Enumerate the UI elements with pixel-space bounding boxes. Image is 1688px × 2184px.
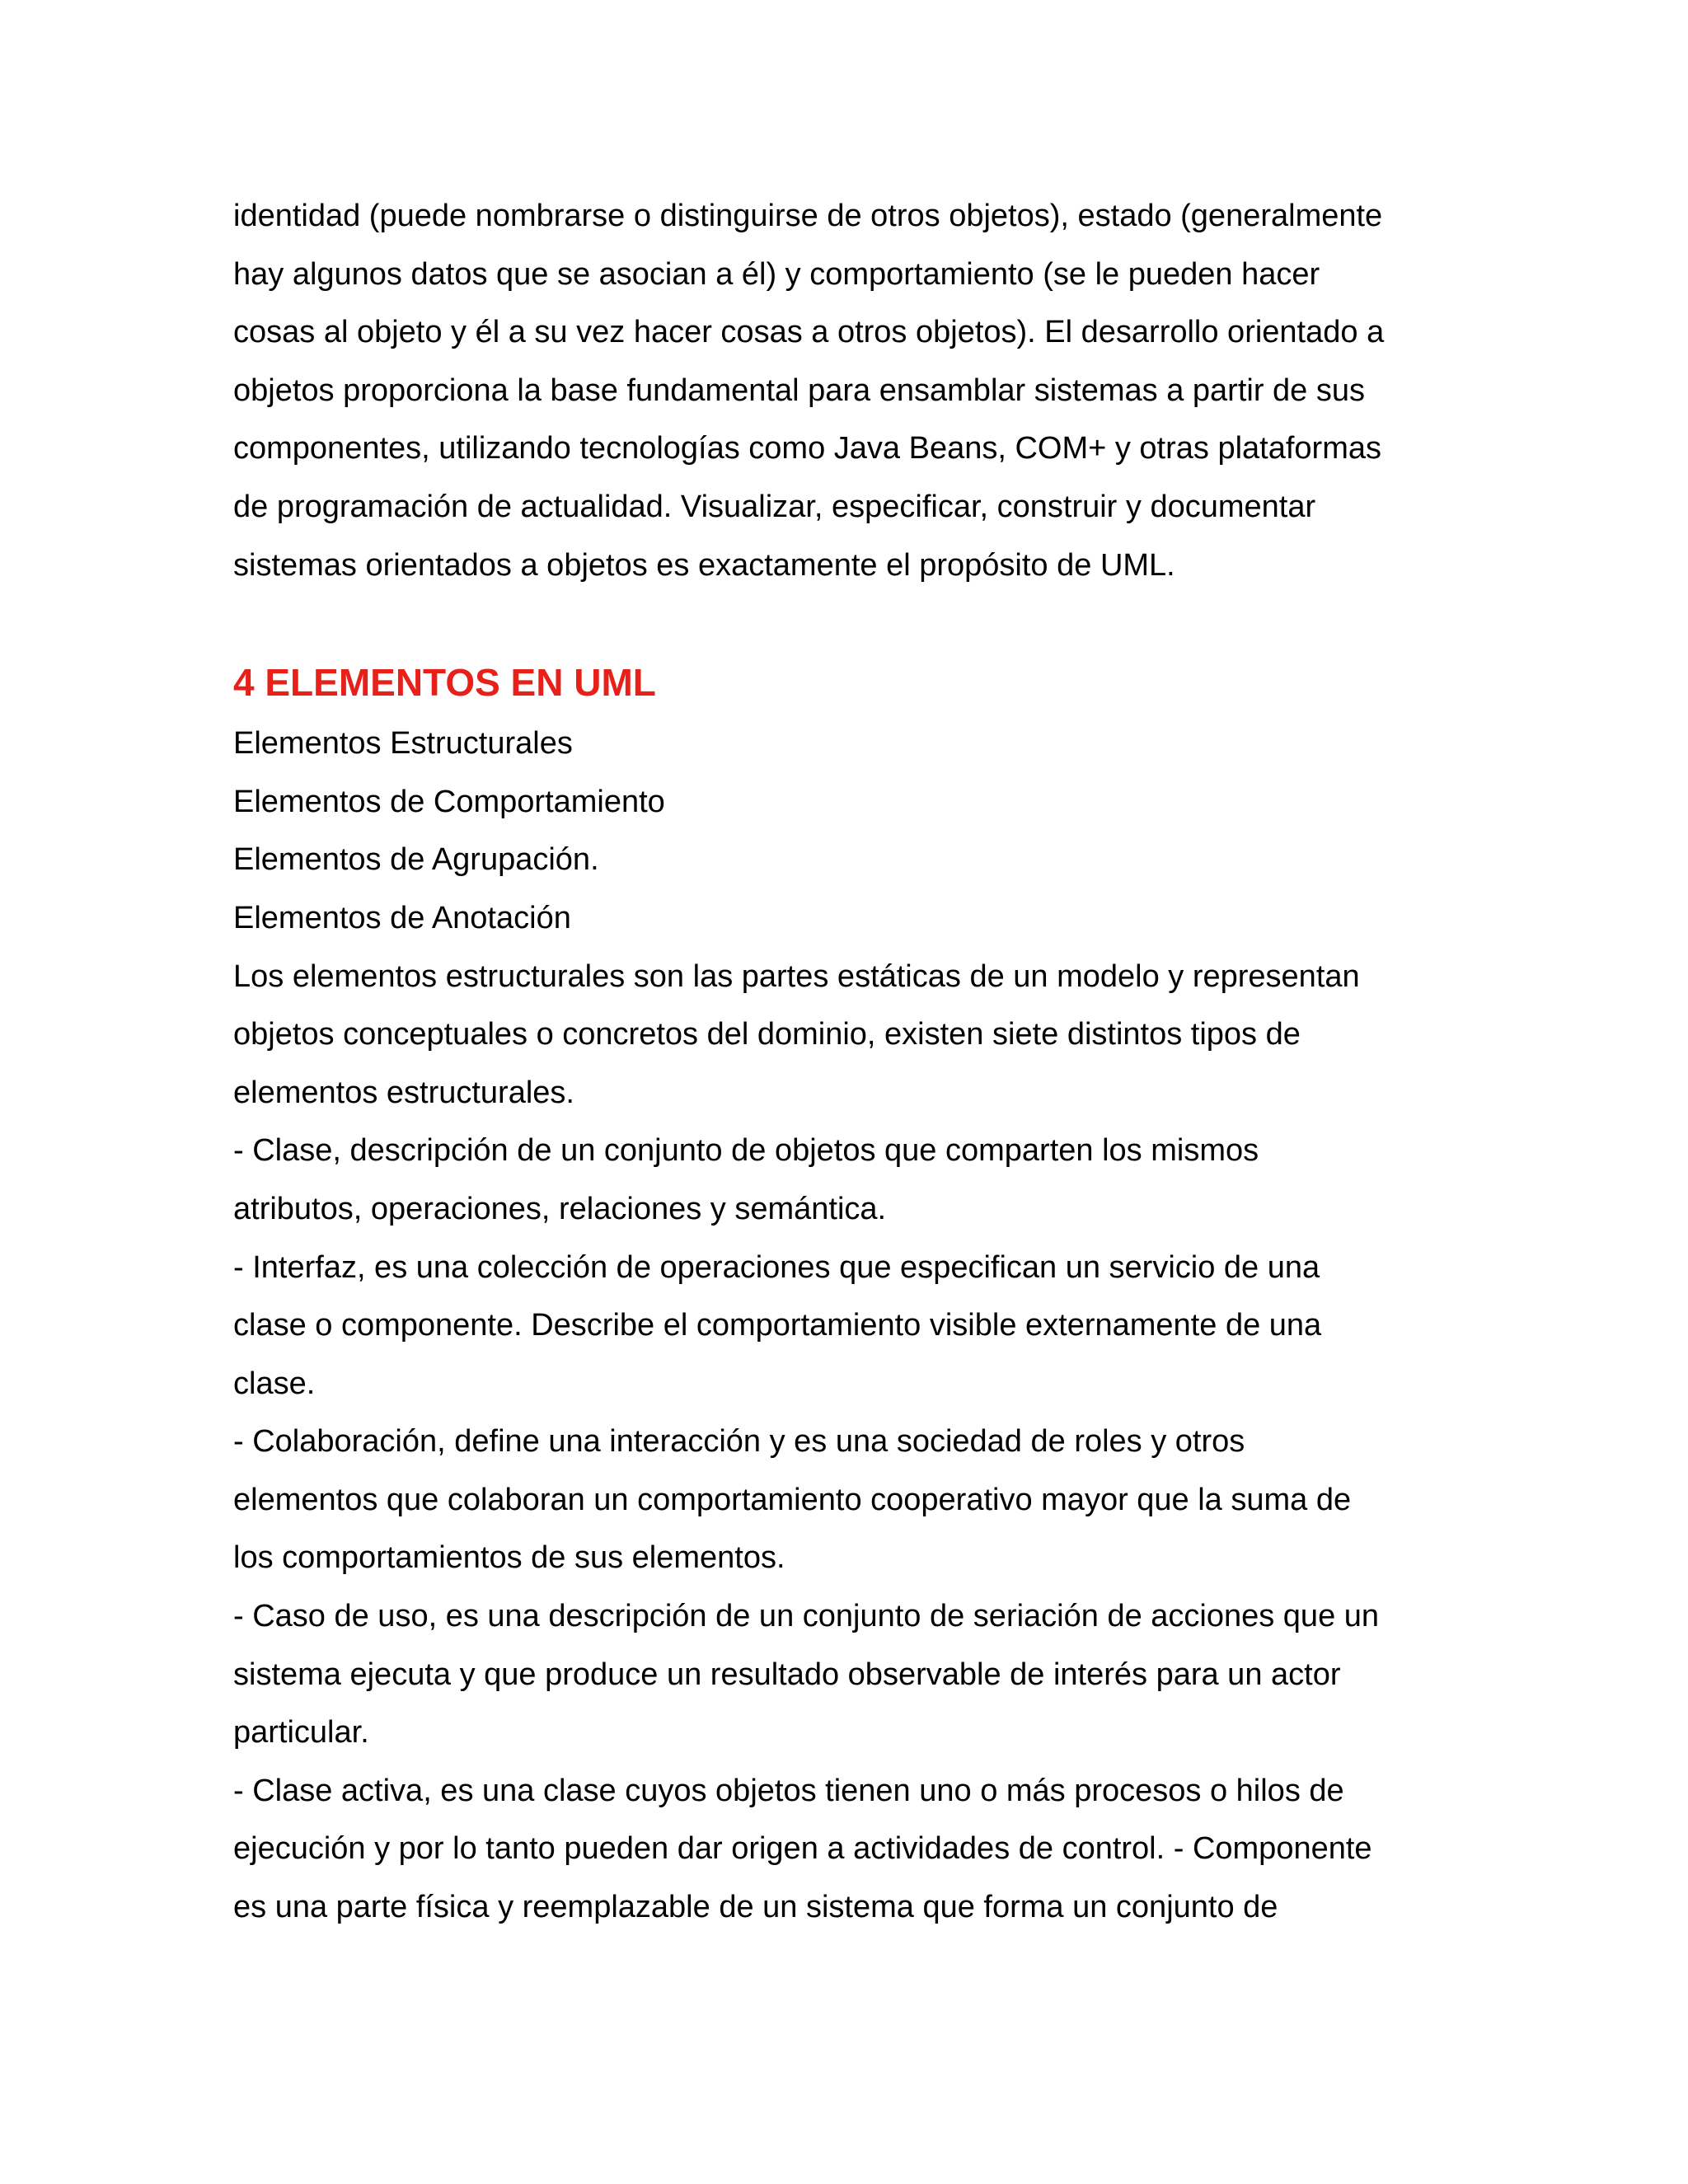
intro-paragraph <box>233 187 1486 594</box>
text-line: cosas al objeto y él a su vez hacer cosas a otros objetos). El desarrollo orientado a <box>233 315 1385 350</box>
text-line: - Clase, descripción de un conjunto de objetos que comparten los mismos <box>233 1133 1259 1169</box>
list-item: Elementos de Comportamiento <box>233 784 665 819</box>
body-paragraph <box>233 948 1486 1937</box>
text-line: ejecución y por lo tanto pueden dar origen a actividades de control. - Componente <box>233 1831 1372 1867</box>
text-line: sistema ejecuta y que produce un resultado observable de interés para un actor <box>233 1657 1341 1692</box>
text-line: objetos proporciona la base fundamental para ensamblar sistemas a partir de sus <box>233 373 1365 408</box>
section-heading: 4 ELEMENTOS EN UML <box>233 661 656 705</box>
text-line: los comportamientos de sus elementos. <box>233 1540 785 1576</box>
text-line: atributos, operaciones, relaciones y semántica. <box>233 1191 887 1226</box>
section-spacer <box>233 594 1486 654</box>
text-line: hay algunos datos que se asocian a él) y comportamiento (se le pueden hacer <box>233 256 1320 292</box>
element-list <box>233 715 1486 947</box>
text-line: sistemas orientados a objetos es exactamente el propósito de UML. <box>233 547 1175 583</box>
text-line: clase. <box>233 1366 316 1401</box>
text-line: componentes, utilizando tecnologías como Java Beans, COM+ y otras plataformas <box>233 431 1381 466</box>
text-line: objetos conceptuales o concretos del dominio, existen siete distintos tipos de <box>233 1017 1301 1052</box>
list-item: Elementos Estructurales <box>233 726 573 762</box>
text-line: - Colaboración, define una interacción y es una sociedad de roles y otros <box>233 1424 1245 1460</box>
text-line: es una parte física y reemplazable de un sistema que forma un conjunto de <box>233 1890 1278 1925</box>
text-line: - Interfaz, es una colección de operaciones que especifican un servicio de una <box>233 1249 1320 1285</box>
document-page <box>233 187 1486 1937</box>
text-line: Los elementos estructurales son las partes estáticas de un modelo y representan <box>233 958 1360 994</box>
text-line: elementos estructurales. <box>233 1075 574 1110</box>
text-line: clase o componente. Describe el comportamiento visible externamente de una <box>233 1308 1322 1343</box>
text-line: - Caso de uso, es una descripción de un conjunto de seriación de acciones que un <box>233 1599 1380 1634</box>
list-item: Elementos de Anotación <box>233 900 571 935</box>
text-line: identidad (puede nombrarse o distinguirse de otros objetos), estado (generalmente <box>233 199 1383 233</box>
text-line: elementos que colaboran un comportamiento cooperativo mayor que la suma de <box>233 1482 1352 1517</box>
text-line: - Clase activa, es una clase cuyos objetos tienen uno o más procesos o hilos de <box>233 1773 1344 1808</box>
list-item: Elementos de Agrupación. <box>233 842 599 878</box>
text-line: particular. <box>233 1715 369 1750</box>
text-line: de programación de actualidad. Visualizar, especificar, construir y documentar <box>233 489 1316 524</box>
